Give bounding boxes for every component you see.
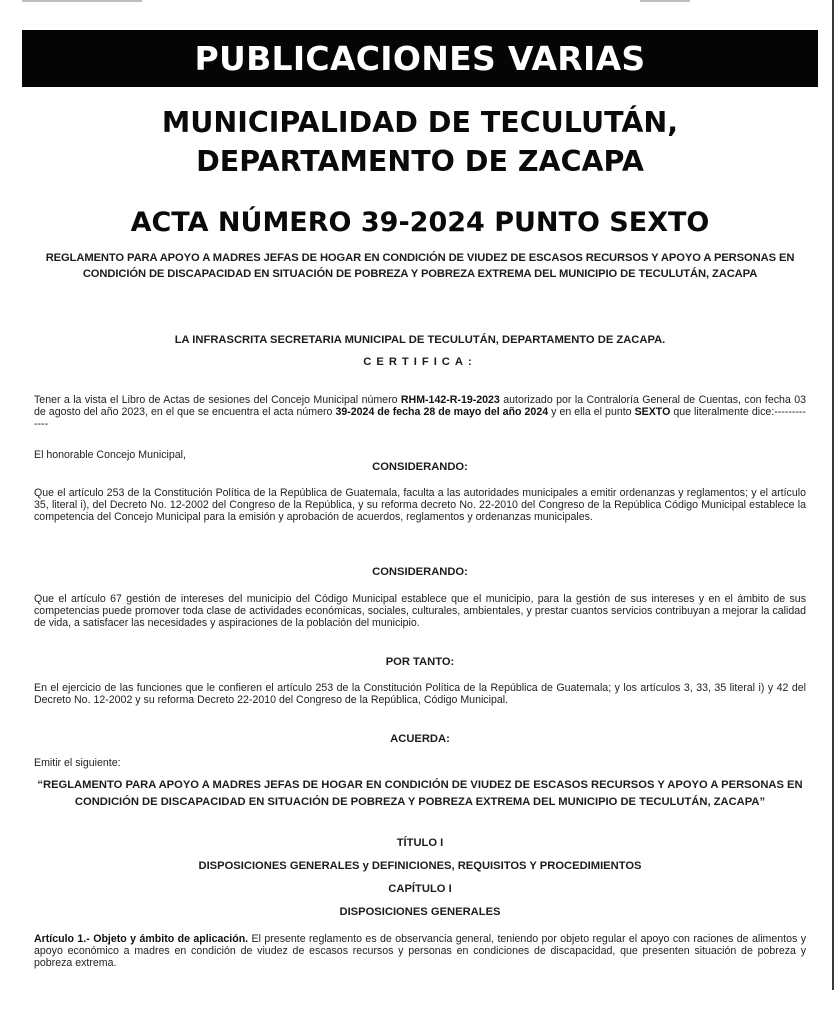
considerando-paragraph-1: Que el artículo 253 de la Constitución Política de la República de Guatemala, faculta a las autoridades municipales a emitir ordenanzas y reglamentos; y el artículo 35, literal i), del Decreto No. 12-2002 del Congreso de la República, y su reforma decreto No. 22-2010 del Congreso de la República Código Municipal establece la competencia del Concejo Municipal para la emisión y aprobación de acuerdos, reglamentos y ordenanzas municipales. <box>34 487 806 524</box>
book-number: RHM-142-R-19-2023 <box>400 394 500 406</box>
municipality-heading <box>0 103 840 181</box>
regulation-quoted-title: “REGLAMENTO PARA APOYO A MADRES JEFAS DE HOGAR EN CONDICIÓN DE VIUDEZ DE ESCASOS RECURSOS Y APOYO A PERSONAS EN CONDICIÓN DE DISCAPACIDAD EN SITUACIÓN DE POBREZA Y POBREZA EXTREMA DEL MUNICIPIO DE TECULUTÁN, ZACAPA” <box>37 779 803 808</box>
header-fragment-left <box>22 0 142 2</box>
section-banner <box>22 30 818 87</box>
capitulo-name: DISPOSICIONES GENERALES <box>339 906 501 918</box>
municipality-line-1: MUNICIPALIDAD DE TECULUTÁN, <box>161 106 679 139</box>
acta-title: ACTA NÚMERO 39-2024 PUNTO SEXTO <box>130 207 710 238</box>
por-tanto-heading: POR TANTO: <box>385 656 455 668</box>
considerando-paragraph-2: Que el artículo 67 gestión de intereses del municipio del Código Municipal establece que el municipio, para la gestión de sus intereses y en el ámbito de sus competencias puede promover toda clase de actividades económicas, sociales, culturales, ambientales, y prestar cuantos servicios contribuyan a mejorar la calidad de vida, a satisfacer las necesidades y aspiraciones de la población del municipio. <box>34 593 806 630</box>
previous-page-edge <box>0 0 840 8</box>
salutation: El honorable Concejo Municipal, <box>34 449 186 461</box>
considerando-heading-1: CONSIDERANDO: <box>372 461 468 473</box>
articulo-1-heading: Artículo 1.- Objeto y ámbito de aplicación. <box>34 933 249 945</box>
municipality-line-2: DEPARTAMENTO DE ZACAPA <box>196 145 644 178</box>
titulo-name: DISPOSICIONES GENERALES y DEFINICIONES, REQUISITOS Y PROCEDIMIENTOS <box>198 860 642 872</box>
section-banner-title: PUBLICACIONES VARIAS <box>194 39 646 78</box>
certifica-heading: CERTIFICA: <box>363 356 477 368</box>
emitir-line: Emitir el siguiente: <box>34 757 121 769</box>
por-tanto-paragraph: En el ejercicio de las funciones que le confieren el artículo 253 de la Constitución Política de la República de Guatemala; y los artículos 3, 33, 35 literal i) y 42 del Decreto No. 12-2002 y su reforma Decreto 22-2010 del Congreso de la República, Código Municipal. <box>34 682 806 707</box>
acta-reference: 39-2024 de fecha 28 de mayo del año 2024 <box>335 406 549 419</box>
certification-intro-paragraph: Tener a la vista el Libro de Actas de sesiones del Concejo Municipal número RHM-142-R-19-2023 autorizado por la Contraloría General de Cuentas, con fecha 03 de agosto del año 2023, en el que se encuentra el acta número 39-2024 de fecha 28 de mayo del año 2024 y en ella el punto SEXTO que literalmente dice:------------- <box>34 394 806 431</box>
acuerda-heading: ACUERDA: <box>390 733 450 745</box>
punto-reference: SEXTO <box>634 406 671 419</box>
secretary-statement: LA INFRASCRITA SECRETARIA MUNICIPAL DE TECULUTÁN, DEPARTAMENTO DE ZACAPA. <box>174 334 666 346</box>
regulation-subtitle: REGLAMENTO PARA APOYO A MADRES JEFAS DE HOGAR EN CONDICIÓN DE VIUDEZ DE ESCASOS RECURSOS Y APOYO A PERSONAS EN CONDICIÓN DE DISCAPACIDAD EN SITUACIÓN DE POBREZA Y POBREZA EXTREMA DEL MUNICIPIO DE TECULUTÁN, ZACAPA <box>45 252 795 280</box>
header-fragment-right <box>640 0 690 2</box>
capitulo-heading: CAPÍTULO I <box>388 883 452 895</box>
considerando-heading-2: CONSIDERANDO: <box>372 566 468 578</box>
articulo-1-paragraph: Artículo 1.- Objeto y ámbito de aplicación. El presente reglamento es de observancia general, teniendo por objeto regular el apoyo con raciones de alimentos y apoyo económico a madres en condición de viudez de escasos recursos y personas en condiciones de discapacidad, que presenten situación de pobreza y pobreza extrema. <box>34 933 807 970</box>
titulo-heading: TÍTULO I <box>396 837 444 849</box>
